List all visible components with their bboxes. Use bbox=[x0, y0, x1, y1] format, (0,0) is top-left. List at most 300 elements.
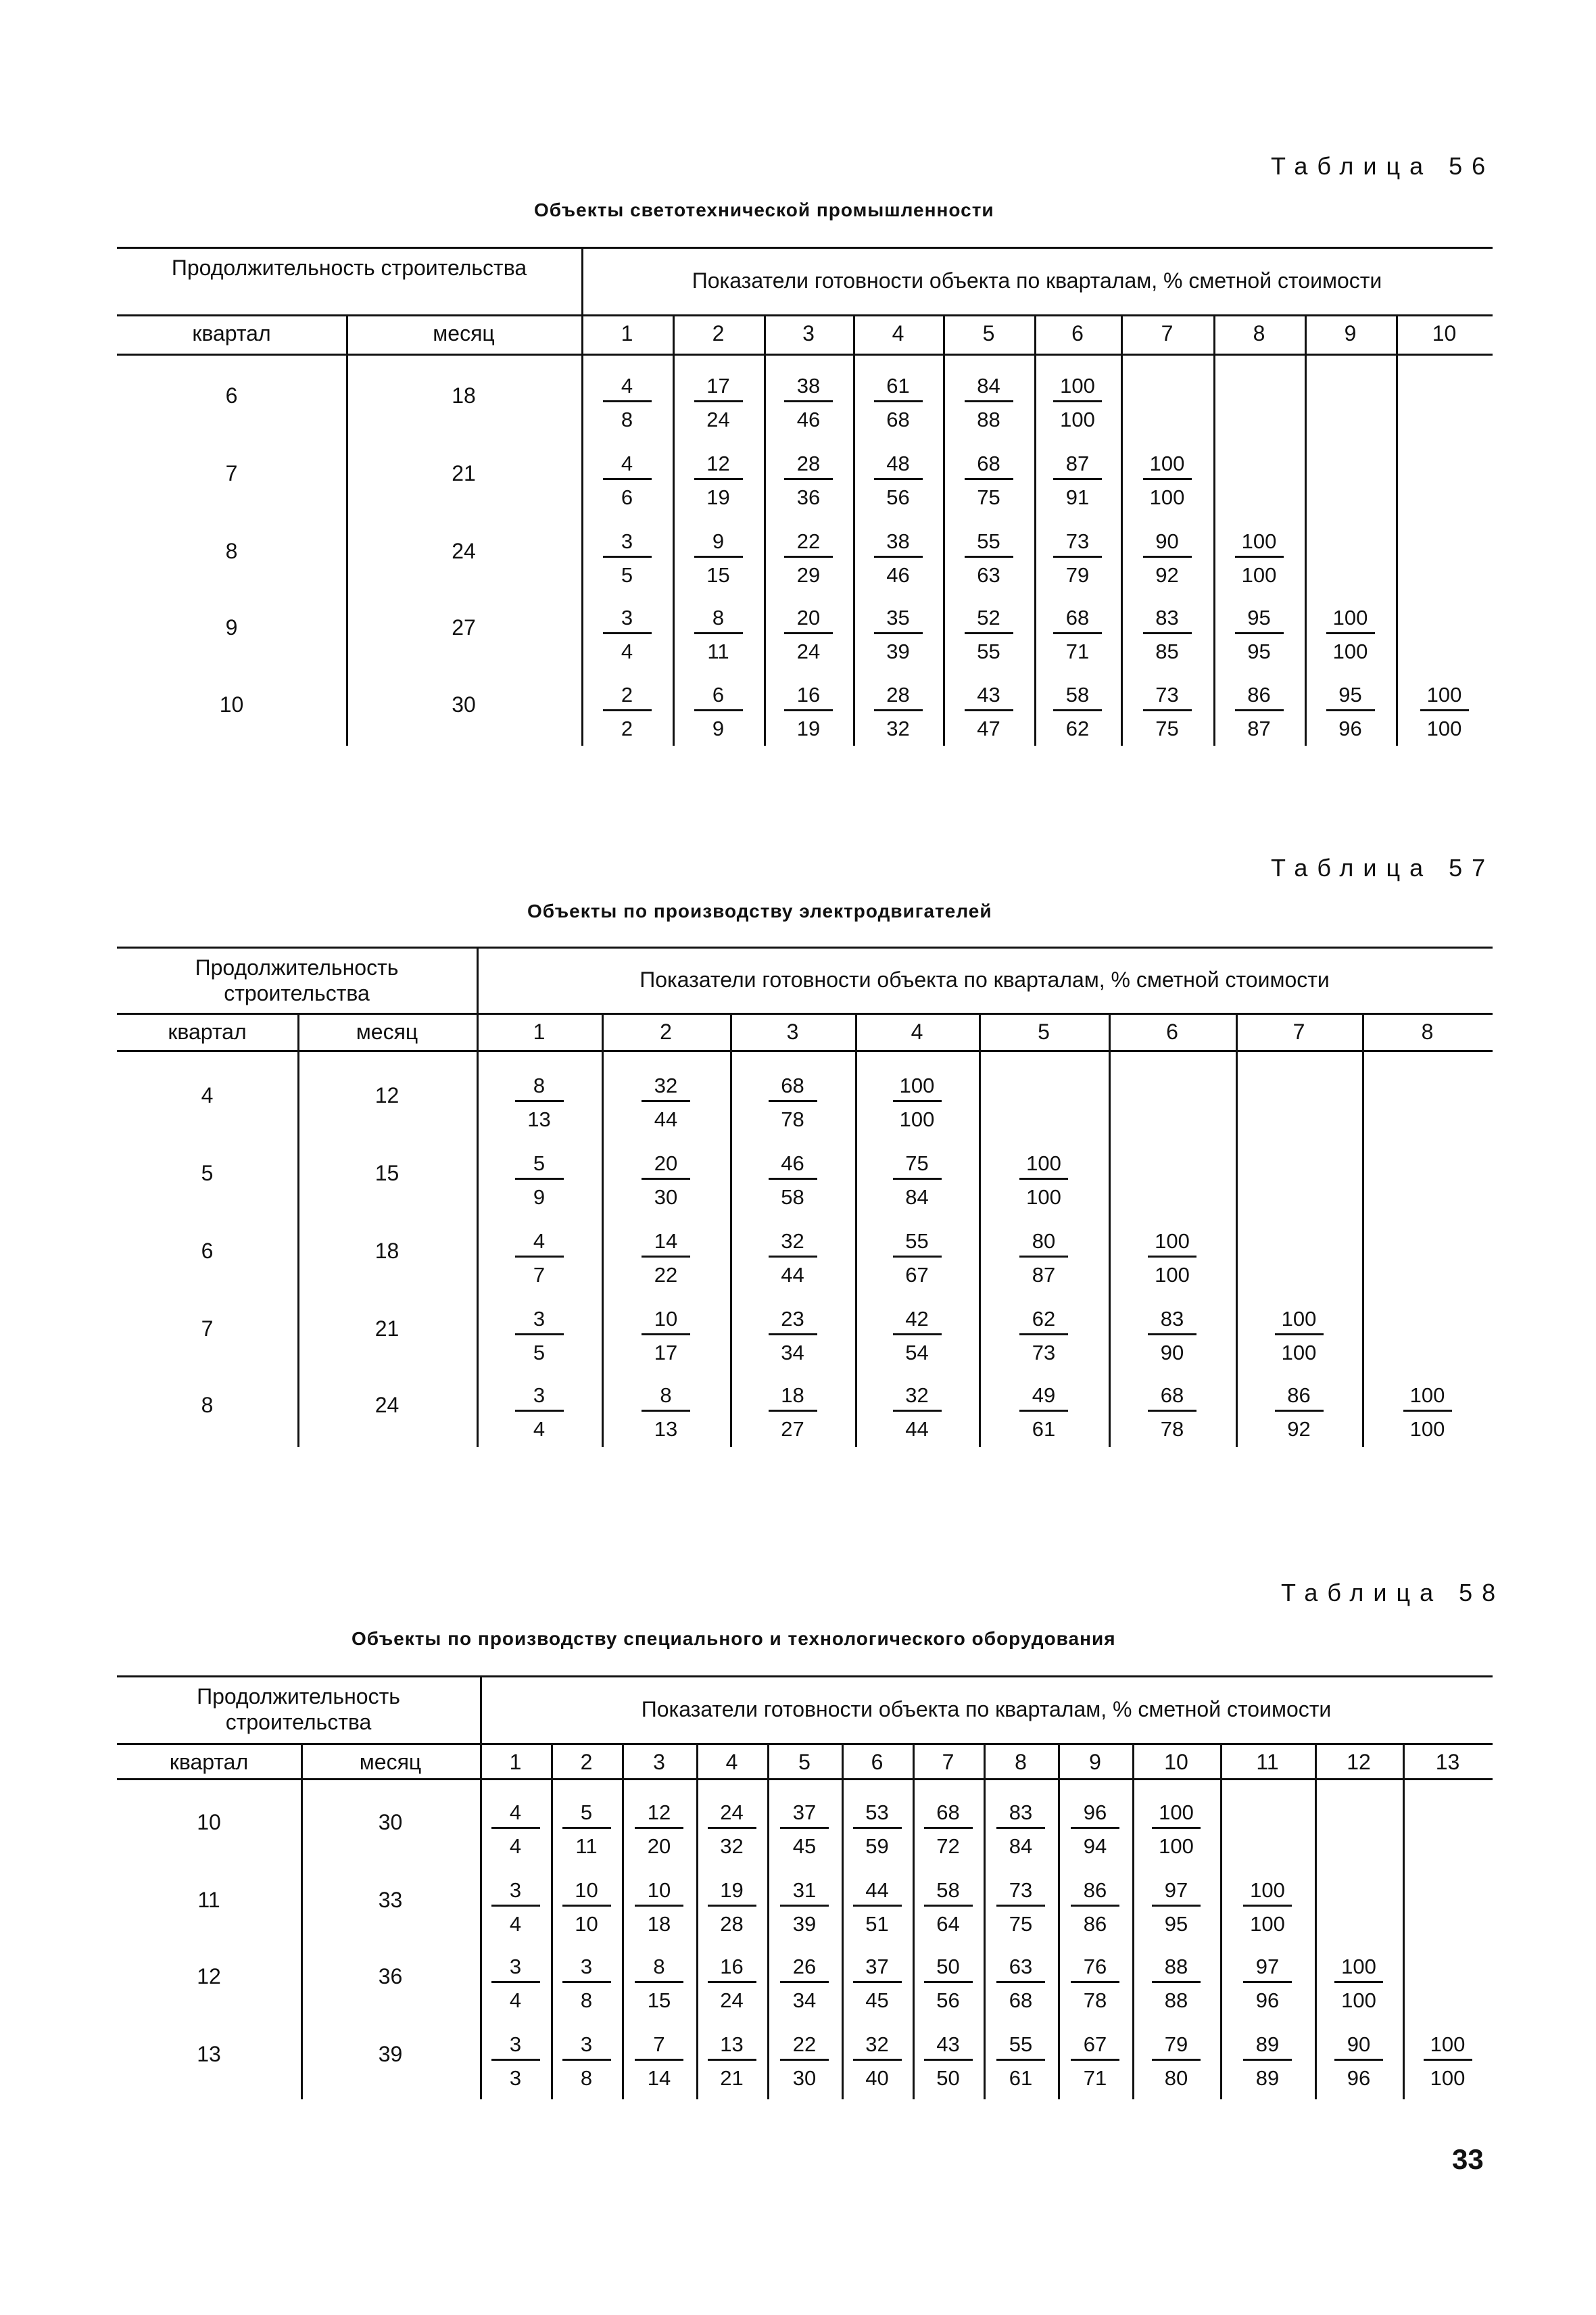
header-indicators: Показатели готовности объекта по кварталам, % сметной стоимости bbox=[639, 968, 1330, 992]
fraction-denominator: 51 bbox=[865, 1912, 889, 1936]
fraction-denominator: 24 bbox=[796, 640, 821, 663]
readiness-fraction bbox=[772, 2034, 837, 2089]
readiness-fraction bbox=[1140, 1308, 1205, 1363]
fraction-numerator: 100 bbox=[1409, 1383, 1445, 1407]
readiness-fraction bbox=[686, 453, 751, 508]
fraction-denominator: 2 bbox=[621, 717, 633, 740]
fraction-denominator: 100 bbox=[1341, 1988, 1376, 2012]
fraction-numerator: 61 bbox=[886, 374, 910, 398]
readiness-fraction bbox=[1011, 1385, 1076, 1439]
fraction-numerator: 28 bbox=[886, 683, 910, 707]
fraction-numerator: 10 bbox=[575, 1878, 598, 1902]
fraction-denominator: 85 bbox=[1155, 640, 1179, 663]
fraction-denominator: 11 bbox=[575, 1834, 598, 1858]
header-quarter: квартал bbox=[169, 1750, 249, 1774]
readiness-fraction bbox=[627, 2034, 692, 2089]
fraction-numerator: 38 bbox=[796, 374, 821, 398]
column-header: 12 bbox=[1347, 1750, 1371, 1774]
fraction-numerator: 86 bbox=[1083, 1878, 1107, 1902]
fraction-denominator: 100 bbox=[1241, 563, 1277, 587]
table-label: Таблица 57 bbox=[1271, 854, 1495, 882]
fraction-denominator: 80 bbox=[1164, 2066, 1188, 2090]
fraction-numerator: 96 bbox=[1083, 1800, 1107, 1824]
header-quarter: квартал bbox=[192, 321, 271, 345]
quarter-value: 7 bbox=[225, 461, 238, 485]
readiness-fraction bbox=[776, 531, 841, 586]
fraction-numerator: 12 bbox=[706, 452, 730, 475]
fraction-denominator: 15 bbox=[647, 1988, 671, 2012]
column-separator bbox=[1305, 314, 1307, 746]
month-value: 39 bbox=[378, 2042, 403, 2066]
fraction-denominator: 18 bbox=[647, 1912, 671, 1936]
fraction-numerator: 73 bbox=[1009, 1878, 1033, 1902]
fraction-denominator: 54 bbox=[905, 1341, 929, 1364]
column-separator bbox=[673, 314, 675, 746]
fraction-denominator: 4 bbox=[533, 1417, 546, 1441]
column-header: 10 bbox=[1432, 321, 1457, 345]
fraction-denominator: 11 bbox=[707, 640, 729, 663]
fraction-denominator: 92 bbox=[1155, 563, 1179, 587]
fraction-denominator: 46 bbox=[796, 408, 821, 431]
readiness-fraction bbox=[633, 1075, 698, 1130]
readiness-fraction bbox=[845, 2034, 910, 2089]
column-header: 1 bbox=[509, 1750, 522, 1774]
column-header: 5 bbox=[1038, 1020, 1050, 1044]
readiness-fraction bbox=[1267, 1308, 1332, 1363]
fraction-numerator: 5 bbox=[580, 1800, 593, 1824]
readiness-fraction bbox=[957, 607, 1021, 662]
fraction-numerator: 68 bbox=[1160, 1383, 1184, 1407]
fraction-numerator: 4 bbox=[621, 452, 633, 475]
fraction-numerator: 86 bbox=[1287, 1383, 1311, 1407]
readiness-fraction bbox=[507, 1075, 572, 1130]
readiness-fraction bbox=[776, 453, 841, 508]
readiness-fraction bbox=[1267, 1385, 1332, 1439]
fraction-denominator: 4 bbox=[509, 1988, 522, 2012]
month-value: 27 bbox=[452, 615, 476, 640]
readiness-fraction bbox=[988, 1880, 1053, 1934]
fraction-denominator: 58 bbox=[781, 1185, 804, 1209]
fraction-denominator: 63 bbox=[977, 563, 1000, 587]
header-month: месяц bbox=[356, 1020, 418, 1044]
quarter-value: 5 bbox=[201, 1161, 214, 1185]
fraction-numerator: 97 bbox=[1255, 1955, 1280, 1978]
column-separator bbox=[1396, 314, 1398, 746]
fraction-numerator: 100 bbox=[1155, 1229, 1190, 1253]
fraction-numerator: 58 bbox=[1065, 683, 1090, 707]
table-title: Объекты по производству специального и технологического оборудования bbox=[352, 1628, 1116, 1649]
readiness-fraction bbox=[1135, 607, 1200, 662]
quarter-value: 10 bbox=[197, 1810, 221, 1834]
fraction-denominator: 4 bbox=[621, 640, 633, 663]
column-header: 4 bbox=[911, 1020, 923, 1044]
column-separator bbox=[1236, 1013, 1238, 1447]
fraction-denominator: 96 bbox=[1338, 717, 1362, 740]
fraction-numerator: 14 bbox=[654, 1229, 678, 1253]
column-separator bbox=[1220, 1743, 1222, 2099]
readiness-fraction bbox=[916, 1880, 981, 1934]
readiness-fraction bbox=[507, 1308, 572, 1363]
fraction-denominator: 75 bbox=[1155, 717, 1179, 740]
column-header: 4 bbox=[725, 1750, 738, 1774]
fraction-numerator: 13 bbox=[720, 2032, 744, 2056]
readiness-fraction bbox=[957, 684, 1021, 739]
fraction-denominator: 90 bbox=[1160, 1341, 1184, 1364]
column-header: 8 bbox=[1015, 1750, 1027, 1774]
column-header: 1 bbox=[533, 1020, 546, 1044]
readiness-fraction bbox=[845, 1880, 910, 1934]
fraction-numerator: 46 bbox=[781, 1151, 804, 1175]
fraction-numerator: 44 bbox=[865, 1878, 889, 1902]
table-top-rule bbox=[117, 1675, 1493, 1677]
quarter-value: 8 bbox=[225, 539, 238, 563]
header-month: месяц bbox=[433, 321, 495, 345]
header-rule bbox=[117, 314, 1493, 316]
fraction-denominator: 13 bbox=[527, 1107, 551, 1131]
column-separator bbox=[1034, 314, 1036, 746]
readiness-fraction bbox=[507, 1231, 572, 1285]
readiness-fraction bbox=[1318, 607, 1383, 662]
fraction-denominator: 32 bbox=[720, 1834, 744, 1858]
fraction-numerator: 84 bbox=[977, 374, 1000, 398]
fraction-numerator: 79 bbox=[1164, 2032, 1188, 2056]
fraction-numerator: 97 bbox=[1164, 1878, 1188, 1902]
column-header: 7 bbox=[1161, 321, 1174, 345]
fraction-numerator: 6 bbox=[712, 683, 725, 707]
fraction-denominator: 87 bbox=[1247, 717, 1271, 740]
readiness-fraction bbox=[483, 1956, 548, 2011]
fraction-numerator: 88 bbox=[1164, 1955, 1188, 1978]
fraction-denominator: 79 bbox=[1065, 563, 1090, 587]
fraction-numerator: 23 bbox=[781, 1307, 804, 1331]
table-title: Объекты по производству электродвигателей bbox=[527, 901, 992, 922]
fraction-denominator: 92 bbox=[1287, 1417, 1311, 1441]
fraction-denominator: 4 bbox=[509, 1912, 522, 1936]
fraction-numerator: 100 bbox=[1250, 1878, 1285, 1902]
fraction-denominator: 68 bbox=[1009, 1988, 1033, 2012]
readiness-fraction bbox=[633, 1385, 698, 1439]
fraction-denominator: 62 bbox=[1065, 717, 1090, 740]
fraction-denominator: 78 bbox=[1160, 1417, 1184, 1441]
fraction-numerator: 3 bbox=[580, 2032, 593, 2056]
fraction-denominator: 71 bbox=[1065, 640, 1090, 663]
readiness-fraction bbox=[483, 1880, 548, 1934]
fraction-denominator: 94 bbox=[1083, 1834, 1107, 1858]
readiness-fraction bbox=[1416, 2034, 1480, 2089]
readiness-fraction bbox=[1135, 684, 1200, 739]
month-value: 30 bbox=[452, 692, 476, 717]
column-header: 6 bbox=[871, 1750, 884, 1774]
column-separator bbox=[855, 1013, 857, 1447]
fraction-numerator: 52 bbox=[977, 606, 1000, 629]
column-separator bbox=[1213, 314, 1215, 746]
month-value: 24 bbox=[374, 1393, 400, 1417]
column-header: 7 bbox=[942, 1750, 954, 1774]
header-indicators: Показатели готовности объекта по кварталам, % сметной стоимости bbox=[692, 268, 1382, 293]
readiness-fraction bbox=[776, 607, 841, 662]
fraction-numerator: 87 bbox=[1065, 452, 1090, 475]
fraction-denominator: 27 bbox=[781, 1417, 804, 1441]
fraction-denominator: 91 bbox=[1065, 485, 1090, 509]
readiness-fraction bbox=[1045, 375, 1110, 430]
fraction-denominator: 86 bbox=[1083, 1912, 1107, 1936]
fraction-numerator: 43 bbox=[977, 683, 1000, 707]
fraction-denominator: 78 bbox=[781, 1107, 804, 1131]
fraction-numerator: 38 bbox=[886, 529, 910, 553]
fraction-denominator: 56 bbox=[936, 1988, 960, 2012]
readiness-fraction bbox=[700, 2034, 765, 2089]
fraction-numerator: 2 bbox=[621, 683, 633, 707]
fraction-denominator: 24 bbox=[720, 1988, 744, 2012]
fraction-denominator: 14 bbox=[647, 2066, 671, 2090]
column-header: 2 bbox=[712, 321, 725, 345]
fraction-numerator: 26 bbox=[792, 1955, 817, 1978]
fraction-numerator: 19 bbox=[720, 1878, 744, 1902]
column-separator bbox=[764, 314, 766, 746]
readiness-fraction bbox=[1063, 1802, 1128, 1857]
month-value: 18 bbox=[452, 383, 476, 408]
readiness-fraction bbox=[885, 1075, 950, 1130]
fraction-numerator: 32 bbox=[781, 1229, 804, 1253]
readiness-fraction bbox=[1412, 684, 1477, 739]
readiness-fraction bbox=[1144, 1880, 1209, 1934]
fraction-denominator: 100 bbox=[899, 1107, 935, 1131]
readiness-fraction bbox=[772, 1880, 837, 1934]
fraction-numerator: 100 bbox=[1159, 1800, 1194, 1824]
column-header: 9 bbox=[1089, 1750, 1101, 1774]
readiness-fraction bbox=[554, 1880, 619, 1934]
readiness-fraction bbox=[1063, 1880, 1128, 1934]
fraction-numerator: 80 bbox=[1032, 1229, 1056, 1253]
quarter-value: 9 bbox=[225, 615, 238, 640]
fraction-denominator: 24 bbox=[706, 408, 730, 431]
column-header: 2 bbox=[580, 1750, 593, 1774]
readiness-fraction bbox=[885, 1308, 950, 1363]
column-separator bbox=[696, 1743, 698, 2099]
fraction-numerator: 95 bbox=[1247, 606, 1271, 629]
fraction-denominator: 96 bbox=[1255, 1988, 1280, 2012]
fraction-numerator: 55 bbox=[905, 1229, 929, 1253]
fraction-denominator: 100 bbox=[1409, 1417, 1445, 1441]
readiness-fraction bbox=[1140, 1231, 1205, 1285]
fraction-numerator: 3 bbox=[533, 1307, 546, 1331]
readiness-fraction bbox=[633, 1153, 698, 1208]
fraction-denominator: 7 bbox=[533, 1263, 546, 1287]
fraction-denominator: 46 bbox=[886, 563, 910, 587]
readiness-fraction bbox=[1011, 1308, 1076, 1363]
fraction-denominator: 39 bbox=[792, 1912, 817, 1936]
fraction-numerator: 49 bbox=[1032, 1383, 1056, 1407]
fraction-denominator: 61 bbox=[1032, 1417, 1056, 1441]
month-value: 18 bbox=[374, 1239, 400, 1263]
column-separator bbox=[767, 1743, 769, 2099]
readiness-fraction bbox=[845, 1802, 910, 1857]
readiness-fraction bbox=[1045, 531, 1110, 586]
fraction-denominator: 34 bbox=[781, 1341, 804, 1364]
fraction-numerator: 3 bbox=[533, 1383, 546, 1407]
fraction-denominator: 55 bbox=[977, 640, 1000, 663]
fraction-denominator: 100 bbox=[1159, 1834, 1194, 1858]
header-bottom-rule bbox=[117, 354, 1493, 356]
readiness-fraction bbox=[507, 1153, 572, 1208]
fraction-denominator: 39 bbox=[886, 640, 910, 663]
fraction-numerator: 22 bbox=[792, 2032, 817, 2056]
readiness-fraction bbox=[1235, 1956, 1300, 2011]
fraction-denominator: 40 bbox=[865, 2066, 889, 2090]
fraction-denominator: 10 bbox=[575, 1912, 598, 1936]
fraction-numerator: 50 bbox=[936, 1955, 960, 1978]
column-header: 3 bbox=[802, 321, 815, 345]
fraction-numerator: 32 bbox=[865, 2032, 889, 2056]
fraction-numerator: 63 bbox=[1009, 1955, 1033, 1978]
month-value: 12 bbox=[374, 1083, 400, 1107]
fraction-numerator: 100 bbox=[1060, 374, 1095, 398]
readiness-fraction bbox=[554, 1956, 619, 2011]
column-separator bbox=[913, 1743, 915, 2099]
column-separator bbox=[1132, 1743, 1134, 2099]
quarter-value: 11 bbox=[197, 1888, 220, 1912]
column-separator bbox=[1121, 314, 1123, 746]
readiness-fraction bbox=[885, 1153, 950, 1208]
readiness-fraction bbox=[1326, 2034, 1391, 2089]
column-separator bbox=[1403, 1743, 1405, 2099]
fraction-numerator: 100 bbox=[1149, 452, 1185, 475]
fraction-denominator: 22 bbox=[654, 1263, 678, 1287]
readiness-fraction bbox=[866, 684, 931, 739]
fraction-denominator: 8 bbox=[621, 408, 633, 431]
fraction-denominator: 34 bbox=[792, 1988, 817, 2012]
readiness-fraction bbox=[554, 1802, 619, 1857]
column-separator bbox=[842, 1743, 844, 2099]
readiness-fraction bbox=[1045, 684, 1110, 739]
fraction-denominator: 75 bbox=[1009, 1912, 1033, 1936]
fraction-denominator: 9 bbox=[712, 717, 725, 740]
fraction-denominator: 100 bbox=[1430, 2066, 1466, 2090]
readiness-fraction bbox=[866, 607, 931, 662]
fraction-numerator: 12 bbox=[647, 1800, 671, 1824]
fraction-denominator: 67 bbox=[905, 1263, 929, 1287]
fraction-denominator: 30 bbox=[792, 2066, 817, 2090]
readiness-fraction bbox=[957, 375, 1021, 430]
fraction-numerator: 68 bbox=[1065, 606, 1090, 629]
fraction-denominator: 87 bbox=[1032, 1263, 1056, 1287]
quarter-value: 10 bbox=[219, 692, 244, 717]
month-value: 36 bbox=[378, 1964, 403, 1988]
fraction-denominator: 88 bbox=[1164, 1988, 1188, 2012]
column-header: 8 bbox=[1421, 1020, 1434, 1044]
readiness-fraction bbox=[760, 1308, 825, 1363]
fraction-numerator: 10 bbox=[654, 1307, 678, 1331]
readiness-fraction bbox=[1235, 1880, 1300, 1934]
fraction-denominator: 5 bbox=[621, 563, 633, 587]
fraction-denominator: 13 bbox=[654, 1417, 678, 1441]
table-top-rule bbox=[117, 947, 1493, 949]
fraction-denominator: 8 bbox=[580, 2066, 593, 2090]
fraction-numerator: 3 bbox=[509, 1878, 522, 1902]
column-separator bbox=[979, 1013, 981, 1447]
quarter-value: 6 bbox=[225, 383, 238, 408]
fraction-denominator: 100 bbox=[1426, 717, 1462, 740]
readiness-fraction bbox=[1135, 453, 1200, 508]
column-header: 6 bbox=[1071, 321, 1084, 345]
readiness-fraction bbox=[627, 1880, 692, 1934]
column-separator bbox=[730, 1013, 732, 1447]
readiness-fraction bbox=[1011, 1231, 1076, 1285]
readiness-fraction bbox=[760, 1153, 825, 1208]
fraction-numerator: 20 bbox=[654, 1151, 678, 1175]
readiness-fraction bbox=[627, 1956, 692, 2011]
readiness-fraction bbox=[1045, 607, 1110, 662]
readiness-fraction bbox=[1326, 1956, 1391, 2011]
readiness-fraction bbox=[595, 453, 660, 508]
month-value: 21 bbox=[452, 461, 476, 485]
readiness-fraction bbox=[1144, 2034, 1209, 2089]
readiness-fraction bbox=[885, 1231, 950, 1285]
readiness-fraction bbox=[700, 1802, 765, 1857]
fraction-numerator: 7 bbox=[653, 2032, 665, 2056]
column-header: 4 bbox=[892, 321, 904, 345]
table-label: Таблица 58 bbox=[1281, 1579, 1505, 1606]
fraction-denominator: 19 bbox=[706, 485, 730, 509]
readiness-fraction bbox=[627, 1802, 692, 1857]
readiness-fraction bbox=[633, 1308, 698, 1363]
fraction-numerator: 3 bbox=[580, 1955, 593, 1978]
quarter-value: 7 bbox=[201, 1316, 214, 1341]
fraction-numerator: 4 bbox=[509, 1800, 522, 1824]
fraction-denominator: 3 bbox=[509, 2066, 522, 2090]
duration-separator bbox=[581, 247, 583, 746]
page-number: 33 bbox=[1452, 2143, 1484, 2175]
quarter-value: 13 bbox=[197, 2042, 221, 2066]
readiness-fraction bbox=[916, 1802, 981, 1857]
fraction-denominator: 19 bbox=[796, 717, 821, 740]
column-separator bbox=[1058, 1743, 1060, 2099]
column-header: 10 bbox=[1164, 1750, 1188, 1774]
column-header: 8 bbox=[1253, 321, 1265, 345]
fraction-denominator: 5 bbox=[533, 1341, 546, 1364]
fraction-numerator: 68 bbox=[936, 1800, 960, 1824]
fraction-denominator: 100 bbox=[1149, 485, 1185, 509]
readiness-fraction bbox=[772, 1802, 837, 1857]
readiness-fraction bbox=[595, 684, 660, 739]
fraction-denominator: 4 bbox=[509, 1834, 522, 1858]
readiness-fraction bbox=[957, 531, 1021, 586]
fraction-numerator: 89 bbox=[1255, 2032, 1280, 2056]
quarter-value: 12 bbox=[197, 1964, 221, 1988]
fraction-denominator: 100 bbox=[1155, 1263, 1190, 1287]
readiness-fraction bbox=[1144, 1802, 1209, 1857]
fraction-numerator: 90 bbox=[1155, 529, 1179, 553]
fraction-numerator: 76 bbox=[1083, 1955, 1107, 1978]
fraction-denominator: 44 bbox=[781, 1263, 804, 1287]
fraction-numerator: 31 bbox=[792, 1878, 817, 1902]
fraction-numerator: 28 bbox=[796, 452, 821, 475]
readiness-fraction bbox=[700, 1956, 765, 2011]
quarter-separator bbox=[346, 314, 348, 746]
readiness-fraction bbox=[1045, 453, 1110, 508]
fraction-denominator: 88 bbox=[977, 408, 1000, 431]
readiness-fraction bbox=[866, 375, 931, 430]
fraction-denominator: 45 bbox=[792, 1834, 817, 1858]
month-value: 30 bbox=[378, 1810, 403, 1834]
fraction-denominator: 64 bbox=[936, 1912, 960, 1936]
fraction-denominator: 29 bbox=[796, 563, 821, 587]
month-value: 21 bbox=[374, 1316, 400, 1341]
fraction-numerator: 22 bbox=[796, 529, 821, 553]
readiness-fraction bbox=[988, 1956, 1053, 2011]
column-separator bbox=[1315, 1743, 1317, 2099]
fraction-numerator: 35 bbox=[886, 606, 910, 629]
